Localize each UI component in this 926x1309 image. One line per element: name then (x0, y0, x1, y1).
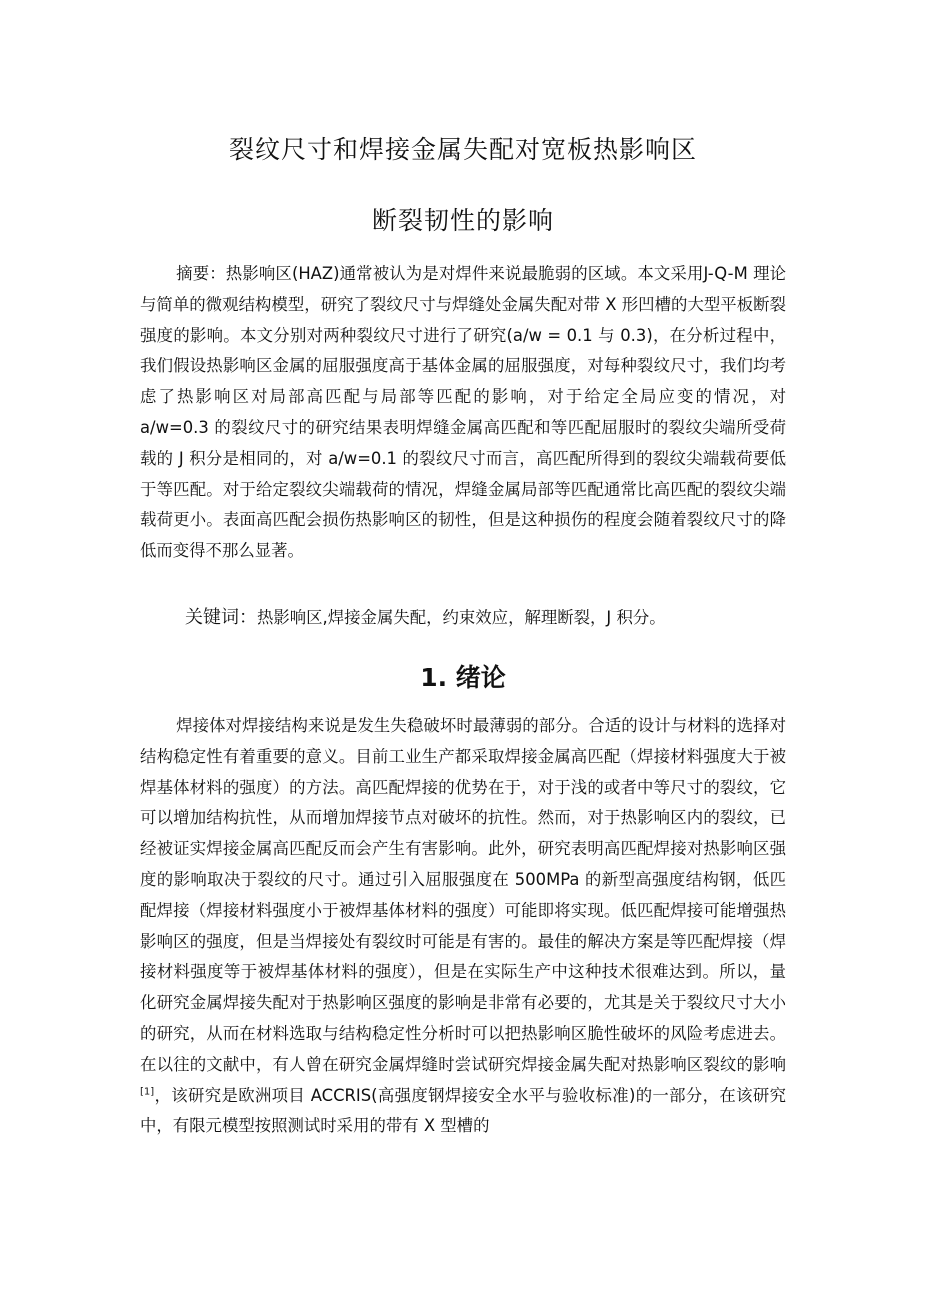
introduction-paragraph (140, 711, 786, 1142)
paper-title-line-2: 断裂韧性的影响 (371, 206, 554, 235)
section-heading-introduction: 1. 绪论 (420, 663, 506, 692)
abstract-label: 摘要： (176, 264, 226, 283)
paper-title-line-1: 裂纹尺寸和焊接金属失配对宽板热影响区 (228, 135, 697, 164)
keywords-label: 关键词： (185, 607, 257, 628)
introduction-text-part-1: 焊接体对焊接结构来说是发生失稳破坏时最薄弱的部分。合适的设计与材料的选择对结构稳定性有着重要的意义。目前工业生产都采取焊接金属高匹配（焊接材料强度大于被焊基体材料的强度）的方法。高匹配焊接的优势在于，对于浅的或者中等尺寸的裂纹，它可以增加结构抗性，从而增加焊接节点对破坏的抗性。然而，对于热影响区内的裂纹，已经被证实焊接金属高匹配反而会产生有害影响。此外，研究表明高匹配焊接对热影响区强度的影响取决于裂纹的尺寸。通过引入屈服强度在 500MPa 的新型高强度结构钢，低匹配焊接（焊接材料强度小于被焊基体材料的强度）可能即将实现。低匹配焊接可能增强热影响区的强度，但是当焊接处有裂纹时可能是有害的。最佳的解决方案是等匹配焊接（焊接材料强度等于被焊基体材料的强度），但是在实际生产中这种技术很难达到。所以，量化研究金属焊接失配对于热影响区强度的影响是非常有必要的，尤其是关于裂纹尺寸大小的研究，从而在材料选取与结构稳定性分析时可以把热影响区脆性破坏的风险考虑进去。在以往的文献中，有人曾在研究金属焊缝时尝试研究焊接金属失配对热影响区裂纹的影响 (140, 716, 786, 1074)
keywords-text: 热影响区,焊接金属失配，约束效应，解理断裂，J 积分。 (257, 608, 666, 627)
abstract-text: 热影响区(HAZ)通常被认为是对焊件来说最脆弱的区域。本文采用J-Q-M 理论与简单的微观结构模型，研究了裂纹尺寸与焊缝处金属失配对带 X 形凹槽的大型平板断裂强度的影响。本文分别对两种裂纹尺寸进行了研究(a/w = 0.1 与 0.3)，在分析过程中，我们假设热影响区金属的屈服强度高于基体金属的屈服强度，对每种裂纹尺寸，我们均考虑了热影响区对局部高匹配与局部等匹配的影响，对于给定全局应变的情况，对 a/w=0.3 的裂纹尺寸的研究结果表明焊缝金属高匹配和等匹配屈服时的裂纹尖端所受荷载的 J 积分是相同的，对 a/w=0.1 的裂纹尺寸而言，高匹配所得到的裂纹尖端载荷要低于等匹配。对于给定裂纹尖端载荷的情况，焊缝金属局部等匹配通常比高匹配的裂纹尖端载荷更小。表面高匹配会损伤热影响区的韧性，但是这种损伤的程度会随着裂纹尺寸的降低而变得不那么显著。 (140, 264, 786, 561)
citation-reference: [1] (140, 1086, 155, 1098)
abstract-paragraph (140, 259, 786, 567)
introduction-text-part-2: ，该研究是欧洲项目 ACCRIS(高强度钢焊接安全水平与验收标准)的一部分，在该研究中，有限元模型按照测试时采用的带有 X 型槽的 (140, 1085, 786, 1136)
keywords-line (185, 603, 785, 633)
